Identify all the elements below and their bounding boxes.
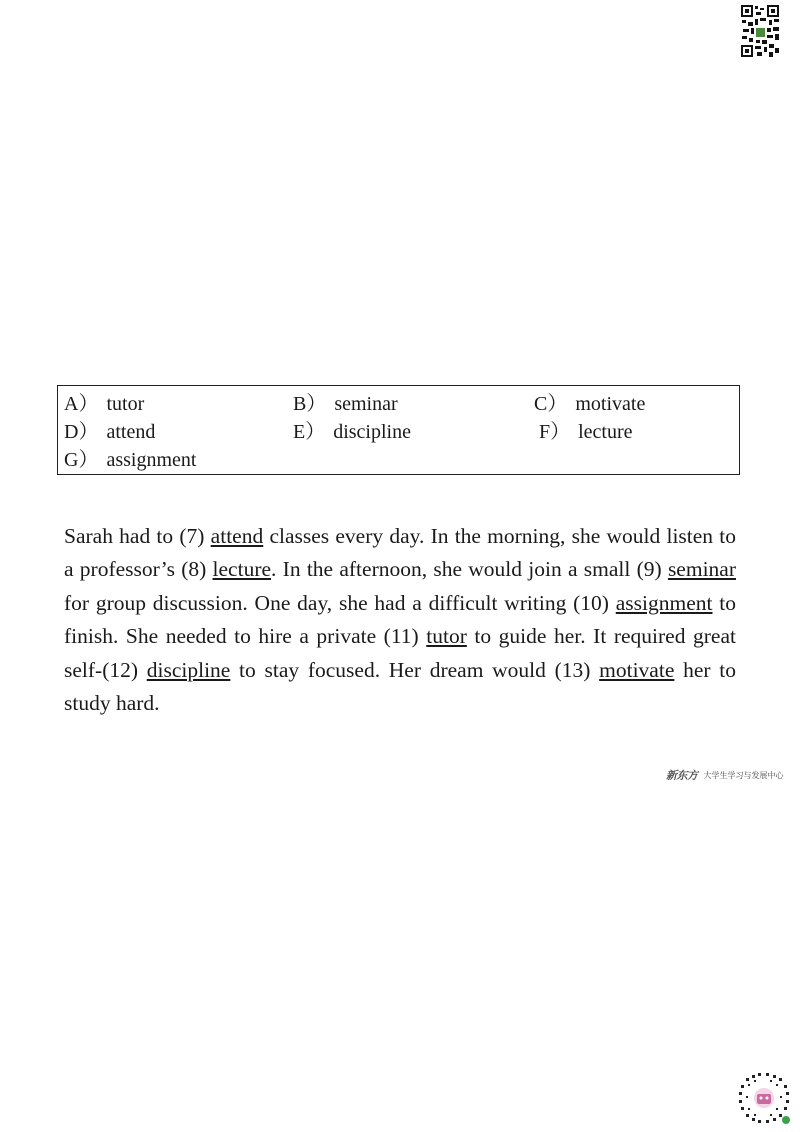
passage-segment: classes every day. In the morning, she would listen to a professor’s (8) — [64, 524, 736, 582]
answer-10: assignment — [615, 590, 713, 615]
option-c — [534, 392, 645, 416]
answer-8: lecture — [212, 557, 272, 582]
option-d — [64, 420, 155, 444]
qr-code-top — [740, 4, 780, 58]
option-word: lecture — [578, 421, 633, 443]
passage-segment: her to study hard. — [64, 657, 736, 716]
option-letter: B） — [293, 393, 327, 415]
option-letter: F） — [539, 421, 571, 443]
option-letter: A） — [64, 393, 99, 415]
answer-7: attend — [210, 524, 264, 548]
answer-13: motivate — [599, 657, 675, 682]
passage-segment: . In the afternoon, she would join a small (9) — [271, 557, 668, 582]
passage-text — [64, 520, 736, 720]
option-e — [293, 420, 411, 444]
logo-mark: 新东方 — [666, 769, 698, 782]
option-word: tutor — [106, 393, 145, 415]
option-letter: G） — [64, 449, 99, 471]
option-f — [539, 420, 633, 444]
option-word: discipline — [333, 421, 411, 443]
option-word: seminar — [334, 393, 398, 415]
publisher-logo — [666, 764, 788, 786]
option-letter: C） — [534, 393, 568, 415]
option-b — [293, 392, 398, 416]
passage-segment: to guide her. It required great self-(12) — [64, 624, 736, 682]
option-word: attend — [106, 421, 156, 443]
passage-segment: to finish. She needed to hire a private (11) — [64, 590, 736, 649]
qr-code-bottom — [736, 1070, 792, 1126]
answer-12: discipline — [146, 657, 231, 682]
option-a — [64, 392, 144, 416]
passage-segment: Sarah had to (7) — [64, 524, 211, 548]
option-g — [64, 448, 196, 472]
logo-text: 大学生学习与发展中心 — [703, 770, 784, 780]
option-word: assignment — [106, 449, 197, 471]
option-word: motivate — [575, 393, 646, 415]
answer-9: seminar — [667, 557, 736, 582]
option-letter: E） — [293, 421, 326, 443]
word-bank-box — [57, 385, 740, 475]
passage-segment: to stay focused. Her dream would (13) — [230, 657, 600, 682]
passage-segment: for group discussion. One day, she had a difficult writing (10) — [64, 590, 616, 615]
answer-11: tutor — [426, 624, 467, 649]
option-letter: D） — [64, 421, 99, 443]
